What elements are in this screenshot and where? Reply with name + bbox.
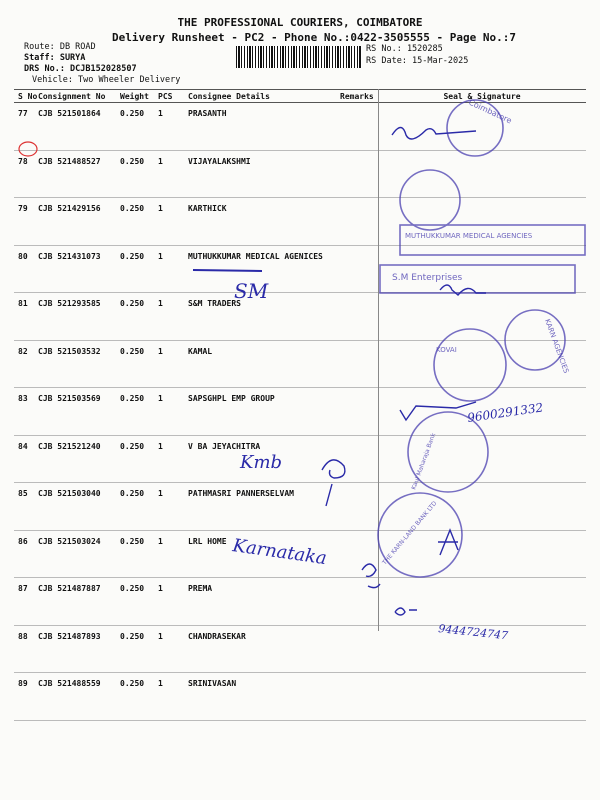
table-row bbox=[14, 435, 586, 483]
cell-remarks bbox=[336, 673, 374, 721]
cell-cons: CJB 521487893 bbox=[34, 625, 116, 673]
cell-details: VIJAYALAKSHMI bbox=[184, 150, 336, 198]
col-consignee: Consignee Details bbox=[184, 90, 336, 103]
cell-details: LRL HOME bbox=[184, 530, 336, 578]
table-row bbox=[14, 530, 586, 578]
col-signature: Seal & Signature bbox=[374, 90, 586, 103]
stamp-text-1: Coimbatore bbox=[467, 97, 514, 126]
cell-pcs: 1 bbox=[154, 388, 184, 436]
cell-cons: CJB 521501864 bbox=[34, 103, 116, 151]
cell-pcs: 1 bbox=[154, 625, 184, 673]
cell-sno: 89 bbox=[14, 673, 34, 721]
cell-sno: 77 bbox=[14, 103, 34, 151]
handwriting-karnataka: Karnataka bbox=[231, 535, 329, 570]
cell-sno: 82 bbox=[14, 340, 34, 388]
cell-details: CHANDRASEKAR bbox=[184, 625, 336, 673]
table-row bbox=[14, 245, 586, 293]
handwriting-phone: 9600291332 bbox=[466, 400, 545, 425]
cell-signature bbox=[374, 578, 586, 626]
cell-weight: 0.250 bbox=[116, 483, 154, 531]
cell-cons: CJB 521503024 bbox=[34, 530, 116, 578]
cell-weight: 0.250 bbox=[116, 103, 154, 151]
cell-cons: CJB 521488527 bbox=[34, 150, 116, 198]
cell-weight: 0.250 bbox=[116, 293, 154, 341]
cell-cons: CJB 521429156 bbox=[34, 198, 116, 246]
cell-weight: 0.250 bbox=[116, 578, 154, 626]
cell-details: PRASANTH bbox=[184, 103, 336, 151]
rs-number: RS No.: 1520285 bbox=[366, 44, 443, 54]
cell-sno: 88 bbox=[14, 625, 34, 673]
cell-remarks bbox=[336, 625, 374, 673]
cell-remarks bbox=[336, 198, 374, 246]
cell-details: SRINIVASAN bbox=[184, 673, 336, 721]
stamp-text-3: S.M Enterprises bbox=[392, 273, 463, 283]
cell-cons: CJB 521431073 bbox=[34, 245, 116, 293]
col-weight: Weight bbox=[116, 90, 154, 103]
cell-details: PREMA bbox=[184, 578, 336, 626]
cell-remarks bbox=[336, 578, 374, 626]
cell-cons: CJB 521487887 bbox=[34, 578, 116, 626]
col-remarks: Remarks bbox=[336, 90, 374, 103]
table-row bbox=[14, 483, 586, 531]
cell-pcs: 1 bbox=[154, 435, 184, 483]
cell-weight: 0.250 bbox=[116, 245, 154, 293]
cell-remarks bbox=[336, 245, 374, 293]
table-row bbox=[14, 578, 586, 626]
table-row bbox=[14, 673, 586, 721]
cell-signature bbox=[374, 245, 586, 293]
cell-pcs: 1 bbox=[154, 293, 184, 341]
cell-cons: CJB 521293585 bbox=[34, 293, 116, 341]
cell-details: V BA JEYACHITRA bbox=[184, 435, 336, 483]
cell-weight: 0.250 bbox=[116, 340, 154, 388]
cell-remarks bbox=[336, 435, 374, 483]
cell-sno: 78 bbox=[14, 150, 34, 198]
cell-pcs: 1 bbox=[154, 483, 184, 531]
cell-pcs: 1 bbox=[154, 150, 184, 198]
cell-sno: 86 bbox=[14, 530, 34, 578]
col-sno: S No bbox=[14, 90, 34, 103]
cell-sno: 83 bbox=[14, 388, 34, 436]
signature-divider bbox=[378, 89, 379, 631]
stamp-text-7: THE KARN-LAND BANK LTD bbox=[381, 500, 439, 567]
table-row bbox=[14, 150, 586, 198]
cell-sno: 79 bbox=[14, 198, 34, 246]
cell-cons: CJB 521503569 bbox=[34, 388, 116, 436]
rs-date: RS Date: 15-Mar-2025 bbox=[366, 56, 469, 66]
cell-sno: 80 bbox=[14, 245, 34, 293]
cell-cons: CJB 521521240 bbox=[34, 435, 116, 483]
cell-details: MUTHUKKUMAR MEDICAL AGENICES bbox=[184, 245, 336, 293]
cell-weight: 0.250 bbox=[116, 673, 154, 721]
cell-pcs: 1 bbox=[154, 673, 184, 721]
cell-remarks bbox=[336, 150, 374, 198]
cell-signature bbox=[374, 625, 586, 673]
cell-details: KARTHICK bbox=[184, 198, 336, 246]
cell-signature bbox=[374, 340, 586, 388]
cell-pcs: 1 bbox=[154, 530, 184, 578]
cell-signature bbox=[374, 150, 586, 198]
cell-weight: 0.250 bbox=[116, 625, 154, 673]
handwriting-phone2: 9444724747 bbox=[437, 622, 509, 643]
table-header-row bbox=[14, 90, 586, 103]
stamp-text-4: KARN AGENCIES bbox=[543, 317, 571, 375]
table-row bbox=[14, 293, 586, 341]
cell-signature bbox=[374, 388, 586, 436]
stamp-text-2: MUTHUKKUMAR MEDICAL AGENCIES bbox=[405, 232, 533, 240]
cell-pcs: 1 bbox=[154, 578, 184, 626]
cell-sno: 81 bbox=[14, 293, 34, 341]
table-row bbox=[14, 103, 586, 151]
page-title: THE PROFESSIONAL COURIERS, COIMBATORE bbox=[177, 16, 423, 29]
cell-weight: 0.250 bbox=[116, 530, 154, 578]
barcode bbox=[236, 46, 362, 68]
col-pcs: PCS bbox=[154, 90, 184, 103]
cell-details: S&M TRADERS bbox=[184, 293, 336, 341]
cell-remarks bbox=[336, 103, 374, 151]
cell-sno: 85 bbox=[14, 483, 34, 531]
cell-signature bbox=[374, 103, 586, 151]
cell-pcs: 1 bbox=[154, 198, 184, 246]
cell-remarks bbox=[336, 293, 374, 341]
cell-weight: 0.250 bbox=[116, 435, 154, 483]
table-row bbox=[14, 388, 586, 436]
cell-cons: CJB 521503532 bbox=[34, 340, 116, 388]
cell-signature bbox=[374, 530, 586, 578]
cell-weight: 0.250 bbox=[116, 388, 154, 436]
handwriting-sm: SM bbox=[234, 279, 269, 303]
cell-signature bbox=[374, 293, 586, 341]
route-label: Route: DB ROAD bbox=[24, 42, 96, 52]
cell-weight: 0.250 bbox=[116, 150, 154, 198]
cell-remarks bbox=[336, 340, 374, 388]
table-row bbox=[14, 340, 586, 388]
cell-sno: 84 bbox=[14, 435, 34, 483]
handwriting-kmb: Kmb bbox=[240, 452, 283, 473]
runsheet-table bbox=[14, 89, 586, 721]
cell-pcs: 1 bbox=[154, 103, 184, 151]
stamp-text-5: KOVAI bbox=[436, 346, 457, 354]
cell-pcs: 1 bbox=[154, 245, 184, 293]
cell-weight: 0.250 bbox=[116, 198, 154, 246]
cell-remarks bbox=[336, 388, 374, 436]
cell-signature bbox=[374, 198, 586, 246]
runsheet-subtitle: Delivery Runsheet - PC2 - Phone No.:0422-3505555 - Page No.:7 bbox=[112, 31, 516, 44]
cell-sno: 87 bbox=[14, 578, 34, 626]
cell-remarks bbox=[336, 483, 374, 531]
cell-remarks bbox=[336, 530, 374, 578]
cell-signature bbox=[374, 435, 586, 483]
cell-details: SAPSGHPL EMP GROUP bbox=[184, 388, 336, 436]
cell-signature bbox=[374, 673, 586, 721]
table-row bbox=[14, 625, 586, 673]
col-consignment: Consignment No bbox=[34, 90, 116, 103]
table-row bbox=[14, 198, 586, 246]
cell-details: PATHMASRI PANNERSELVAM bbox=[184, 483, 336, 531]
cell-cons: CJB 521488559 bbox=[34, 673, 116, 721]
cell-pcs: 1 bbox=[154, 340, 184, 388]
stamp-text-6: Kaul Maharaja Bank bbox=[410, 432, 438, 491]
cell-signature bbox=[374, 483, 586, 531]
vehicle-label: Vehicle: Two Wheeler Delivery bbox=[32, 75, 181, 85]
drs-label: DRS No.: DCJB152028507 bbox=[24, 64, 137, 74]
cell-details: KAMAL bbox=[184, 340, 336, 388]
cell-cons: CJB 521503040 bbox=[34, 483, 116, 531]
staff-label: Staff: SURYA bbox=[24, 53, 86, 63]
